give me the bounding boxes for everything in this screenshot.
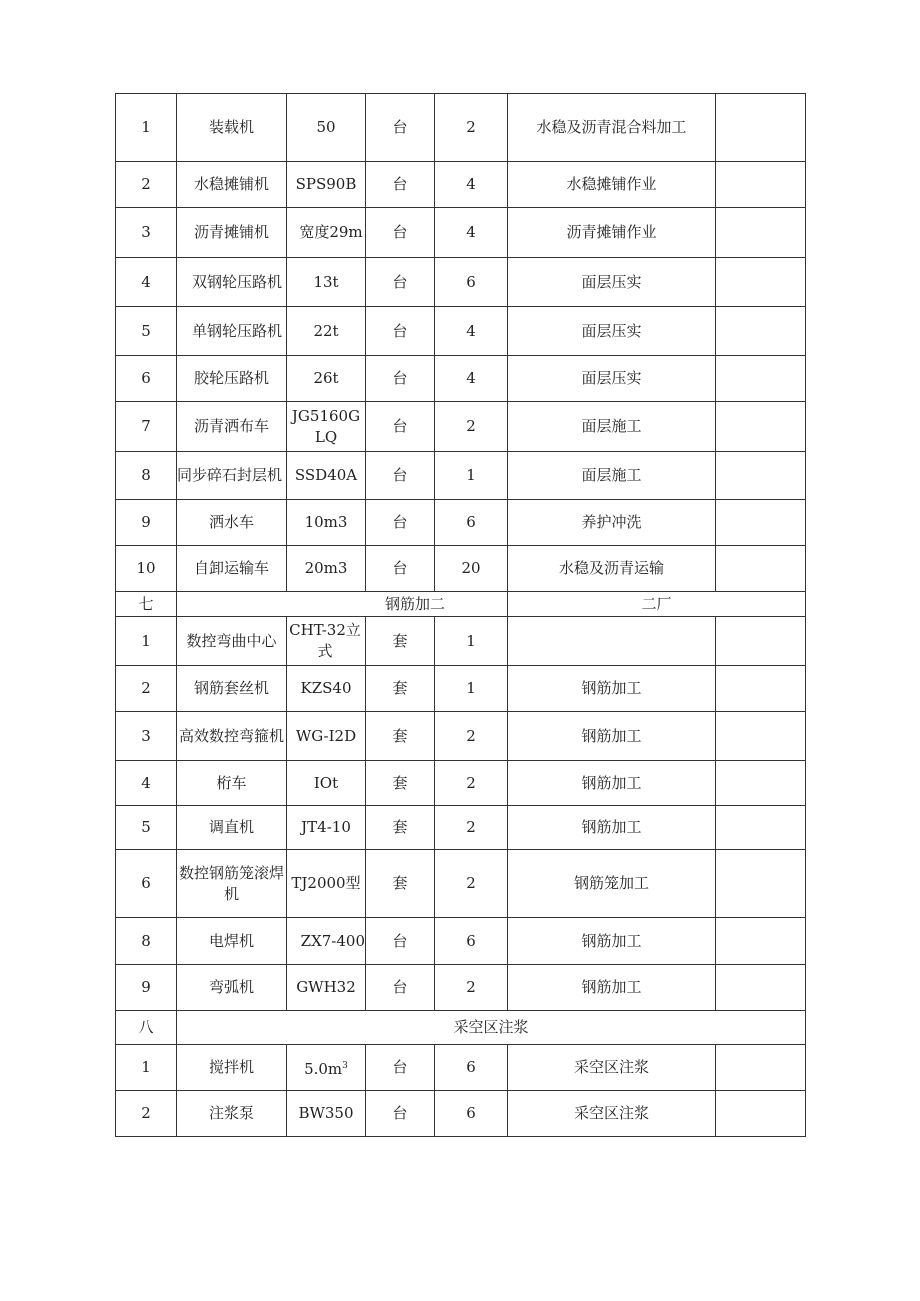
- cell-use: 钢筋加工: [508, 918, 716, 965]
- cell-model: JT4-10: [287, 806, 366, 850]
- cell-model: KZS40: [287, 666, 366, 712]
- cell-name: 数控钢筋笼滚焊机: [177, 850, 287, 918]
- cell-use: 水稳摊铺作业: [508, 162, 716, 208]
- cell-qty: 2: [435, 94, 508, 162]
- cell-note: [716, 546, 806, 592]
- section-title-suffix: 二厂: [508, 592, 806, 617]
- cell-model: 20m3: [287, 546, 366, 592]
- cell-use: 钢筋加工: [508, 666, 716, 712]
- section-header-row: [116, 1011, 806, 1045]
- cell-note: [716, 162, 806, 208]
- model-value: 5.0m: [304, 1059, 343, 1078]
- cell-unit: 套: [366, 666, 435, 712]
- cell-unit: 台: [366, 1091, 435, 1137]
- cell-qty: 4: [435, 162, 508, 208]
- cell-model: 10m3: [287, 500, 366, 546]
- cell-use: 钢筋加工: [508, 965, 716, 1011]
- cell-qty: 6: [435, 500, 508, 546]
- cell-name: 洒水车: [177, 500, 287, 546]
- cell-qty: 2: [435, 850, 508, 918]
- cell-model: 13t: [287, 258, 366, 307]
- table-row: [116, 546, 806, 592]
- cell-note: [716, 1091, 806, 1137]
- cell-name: 同步碎石封层机: [177, 452, 287, 500]
- section-header-row: [116, 592, 806, 617]
- cell-unit: 台: [366, 918, 435, 965]
- cell-model: CHT-32立式: [287, 617, 366, 666]
- cell-use: 面层施工: [508, 452, 716, 500]
- cell-use: 水稳及沥青混合料加工: [508, 94, 716, 162]
- table-row: [116, 918, 806, 965]
- cell-unit: 台: [366, 94, 435, 162]
- cell-no: 5: [116, 806, 177, 850]
- cell-use: 钢筋加工: [508, 806, 716, 850]
- equipment-table: [115, 93, 806, 1137]
- cell-no: 1: [116, 94, 177, 162]
- cell-note: [716, 666, 806, 712]
- cell-use: 采空区注浆: [508, 1091, 716, 1137]
- cell-model: JG5160GLQ: [287, 402, 366, 452]
- cell-qty: 20: [435, 546, 508, 592]
- cell-name: 注浆泵: [177, 1091, 287, 1137]
- cell-use: 沥青摊铺作业: [508, 208, 716, 258]
- cell-use: 水稳及沥青运输: [508, 546, 716, 592]
- cell-model: SPS90B: [287, 162, 366, 208]
- cell-note: [716, 208, 806, 258]
- cell-unit: 套: [366, 850, 435, 918]
- cell-note: [716, 307, 806, 356]
- cell-use: 面层施工: [508, 402, 716, 452]
- cell-note: [716, 761, 806, 806]
- cell-qty: 2: [435, 712, 508, 761]
- cell-no: 6: [116, 850, 177, 918]
- cell-model: BW350: [287, 1091, 366, 1137]
- cell-no: 6: [116, 356, 177, 402]
- cell-unit: 台: [366, 546, 435, 592]
- table-row: [116, 1091, 806, 1137]
- cell-note: [716, 452, 806, 500]
- model-superscript: 3: [342, 1060, 348, 1071]
- cell-name: 数控弯曲中心: [177, 617, 287, 666]
- cell-note: [716, 94, 806, 162]
- section-title: 采空区注浆: [177, 1011, 806, 1045]
- cell-model: [287, 1045, 366, 1091]
- table-row: [116, 617, 806, 666]
- cell-use: [508, 617, 716, 666]
- cell-note: [716, 258, 806, 307]
- table-row: [116, 452, 806, 500]
- cell-name: 弯弧机: [177, 965, 287, 1011]
- cell-name: 装载机: [177, 94, 287, 162]
- cell-qty: 2: [435, 761, 508, 806]
- cell-no: 10: [116, 546, 177, 592]
- cell-no: 2: [116, 1091, 177, 1137]
- table-row: [116, 965, 806, 1011]
- section-no: 七: [116, 592, 177, 617]
- cell-use: 面层压实: [508, 356, 716, 402]
- cell-no: 5: [116, 307, 177, 356]
- cell-model: IOt: [287, 761, 366, 806]
- cell-name: 水稳摊铺机: [177, 162, 287, 208]
- table-row: [116, 307, 806, 356]
- cell-unit: 台: [366, 162, 435, 208]
- cell-name: 搅拌机: [177, 1045, 287, 1091]
- cell-name: 钢筋套丝机: [177, 666, 287, 712]
- cell-qty: 2: [435, 806, 508, 850]
- cell-no: 2: [116, 162, 177, 208]
- cell-qty: 6: [435, 1091, 508, 1137]
- table-row: [116, 761, 806, 806]
- cell-model: ZX7-400: [287, 918, 366, 965]
- cell-qty: 2: [435, 965, 508, 1011]
- cell-no: 9: [116, 500, 177, 546]
- cell-note: [716, 850, 806, 918]
- cell-name: 调直机: [177, 806, 287, 850]
- cell-name: 桁车: [177, 761, 287, 806]
- cell-unit: 台: [366, 356, 435, 402]
- cell-use: 钢筋加工: [508, 712, 716, 761]
- equipment-document: [115, 93, 805, 1137]
- cell-name: 沥青摊铺机: [177, 208, 287, 258]
- cell-name: 高效数控弯箍机: [177, 712, 287, 761]
- cell-use: 面层压实: [508, 258, 716, 307]
- cell-no: 2: [116, 666, 177, 712]
- cell-no: 4: [116, 761, 177, 806]
- cell-name: 电焊机: [177, 918, 287, 965]
- cell-qty: 1: [435, 666, 508, 712]
- cell-name: 双钢轮压路机: [177, 258, 287, 307]
- cell-qty: 1: [435, 617, 508, 666]
- cell-name: 沥青洒布车: [177, 402, 287, 452]
- cell-note: [716, 712, 806, 761]
- cell-model: 26t: [287, 356, 366, 402]
- cell-note: [716, 806, 806, 850]
- cell-qty: 6: [435, 258, 508, 307]
- cell-qty: 6: [435, 1045, 508, 1091]
- cell-unit: 套: [366, 617, 435, 666]
- cell-no: 7: [116, 402, 177, 452]
- cell-use: 钢筋笼加工: [508, 850, 716, 918]
- cell-no: 9: [116, 965, 177, 1011]
- table-row: [116, 500, 806, 546]
- cell-note: [716, 1045, 806, 1091]
- table-row: [116, 356, 806, 402]
- cell-name: 自卸运输车: [177, 546, 287, 592]
- cell-unit: 套: [366, 806, 435, 850]
- cell-note: [716, 402, 806, 452]
- cell-use: 面层压实: [508, 307, 716, 356]
- cell-qty: 2: [435, 402, 508, 452]
- table-row: [116, 712, 806, 761]
- cell-unit: 台: [366, 402, 435, 452]
- cell-model: WG-I2D: [287, 712, 366, 761]
- cell-unit: 台: [366, 452, 435, 500]
- cell-unit: 台: [366, 965, 435, 1011]
- cell-unit: 台: [366, 258, 435, 307]
- cell-qty: 1: [435, 452, 508, 500]
- cell-model: TJ2000型: [287, 850, 366, 918]
- cell-no: 3: [116, 208, 177, 258]
- cell-no: 8: [116, 918, 177, 965]
- cell-use: 钢筋加工: [508, 761, 716, 806]
- cell-qty: 6: [435, 918, 508, 965]
- cell-model: 22t: [287, 307, 366, 356]
- cell-qty: 4: [435, 208, 508, 258]
- table-row: [116, 162, 806, 208]
- cell-unit: 台: [366, 500, 435, 546]
- cell-no: 8: [116, 452, 177, 500]
- cell-use: 养护冲洗: [508, 500, 716, 546]
- table-row: [116, 94, 806, 162]
- table-row: [116, 806, 806, 850]
- table-row: [116, 208, 806, 258]
- cell-unit: 台: [366, 1045, 435, 1091]
- cell-no: 1: [116, 1045, 177, 1091]
- cell-no: 4: [116, 258, 177, 307]
- cell-model: 宽度29m: [287, 208, 366, 258]
- table-row: [116, 402, 806, 452]
- cell-model: 50: [287, 94, 366, 162]
- cell-note: [716, 500, 806, 546]
- cell-unit: 台: [366, 208, 435, 258]
- cell-name: 胶轮压路机: [177, 356, 287, 402]
- cell-unit: 套: [366, 761, 435, 806]
- cell-model: GWH32: [287, 965, 366, 1011]
- table-row: [116, 258, 806, 307]
- cell-qty: 4: [435, 356, 508, 402]
- cell-unit: 套: [366, 712, 435, 761]
- cell-no: 3: [116, 712, 177, 761]
- cell-use: 采空区注浆: [508, 1045, 716, 1091]
- cell-model: SSD40A: [287, 452, 366, 500]
- table-row: [116, 850, 806, 918]
- section-title: 钢筋加二: [177, 592, 508, 617]
- cell-unit: 台: [366, 307, 435, 356]
- table-row: [116, 1045, 806, 1091]
- cell-note: [716, 356, 806, 402]
- table-row: [116, 666, 806, 712]
- cell-no: 1: [116, 617, 177, 666]
- section-no: 八: [116, 1011, 177, 1045]
- cell-note: [716, 617, 806, 666]
- cell-qty: 4: [435, 307, 508, 356]
- cell-name: 单钢轮压路机: [177, 307, 287, 356]
- cell-note: [716, 965, 806, 1011]
- cell-note: [716, 918, 806, 965]
